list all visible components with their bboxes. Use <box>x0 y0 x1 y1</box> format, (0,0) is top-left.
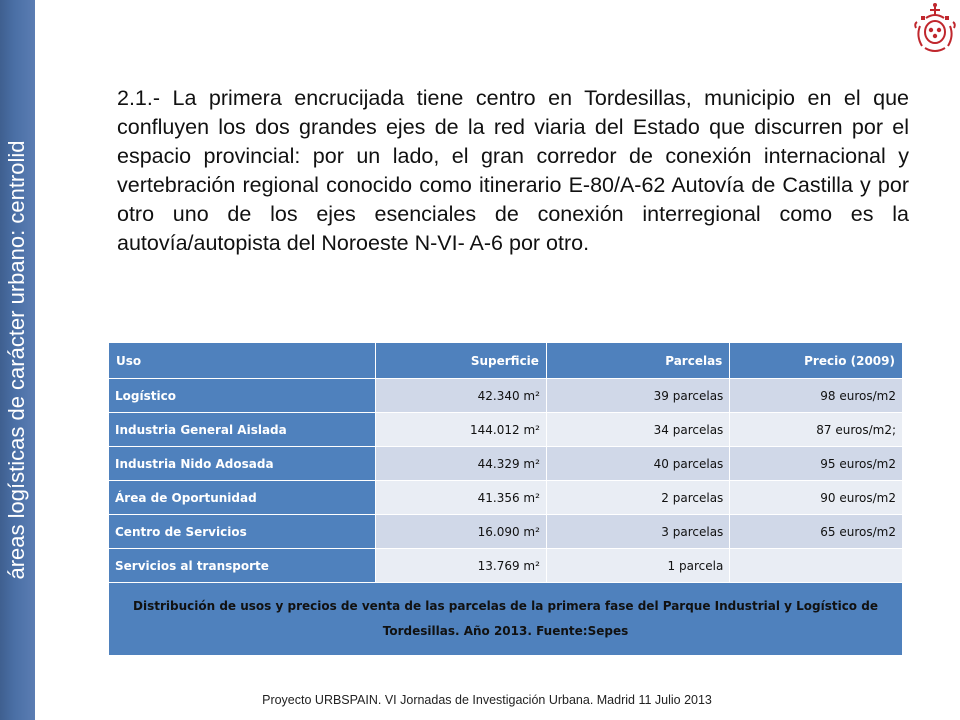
cell-uso: Logístico <box>109 379 376 413</box>
cell-parcelas: 39 parcelas <box>546 379 729 413</box>
table-row <box>109 515 903 549</box>
cell-precio: 87 euros/m2; <box>730 413 903 447</box>
cell-uso: Área de Oportunidad <box>109 481 376 515</box>
table-row <box>109 379 903 413</box>
caption-row <box>109 583 903 656</box>
header-parcelas: Parcelas <box>546 343 729 379</box>
cell-parcelas: 40 parcelas <box>546 447 729 481</box>
table-header-row <box>109 343 903 379</box>
table-row <box>109 549 903 583</box>
cell-superficie: 13.769 m² <box>376 549 547 583</box>
footer-text: Proyecto URBSPAIN. VI Jornadas de Investigación Urbana. Madrid 11 Julio 2013 <box>262 693 712 707</box>
cell-parcelas: 34 parcelas <box>546 413 729 447</box>
cell-uso: Industria General Aislada <box>109 413 376 447</box>
cell-precio: 98 euros/m2 <box>730 379 903 413</box>
table-row <box>109 413 903 447</box>
cell-precio: 95 euros/m2 <box>730 447 903 481</box>
header-uso: Uso <box>109 343 376 379</box>
cell-precio: 90 euros/m2 <box>730 481 903 515</box>
cell-superficie: 42.340 m² <box>376 379 547 413</box>
cell-uso: Industria Nido Adosada <box>109 447 376 481</box>
header-superficie: Superficie <box>376 343 547 379</box>
sidebar-title: áreas logísticas de carácter urbano: centrolid <box>4 140 29 580</box>
cell-precio: 65 euros/m2 <box>730 515 903 549</box>
table-caption: Distribución de usos y precios de venta de las parcelas de la primera fase del Parque Industrial y Logístico de Tordesillas. Año 2013. Fuente:Sepes <box>109 583 903 656</box>
cell-superficie: 44.329 m² <box>376 447 547 481</box>
cell-superficie: 16.090 m² <box>376 515 547 549</box>
cell-uso: Servicios al transporte <box>109 549 376 583</box>
table-row <box>109 481 903 515</box>
cell-precio <box>730 549 903 583</box>
header-precio: Precio (2009) <box>730 343 903 379</box>
cell-parcelas: 1 parcela <box>546 549 729 583</box>
table-row <box>109 447 903 481</box>
sidebar <box>0 0 35 720</box>
cell-parcelas: 2 parcelas <box>546 481 729 515</box>
intro-paragraph: 2.1.- La primera encrucijada tiene centro en Tordesillas, municipio en el que confluyen los dos grandes ejes de la red viaria del Estado que discurren por el espacio provincial: por un lado, el gran corredor de conexión internacional y vertebración regional conocido como itinerario E-80/A-62 Autovía de Castilla y por otro uno de los ejes esenciales de conexión interregional como es la autovía/autopista del Noroeste N-VI- A-6 por otro. <box>117 86 909 255</box>
cell-parcelas: 3 parcelas <box>546 515 729 549</box>
cell-uso: Centro de Servicios <box>109 515 376 549</box>
cell-superficie: 144.012 m² <box>376 413 547 447</box>
crest-icon <box>912 2 958 54</box>
parcel-table <box>108 342 903 656</box>
cell-superficie: 41.356 m² <box>376 481 547 515</box>
